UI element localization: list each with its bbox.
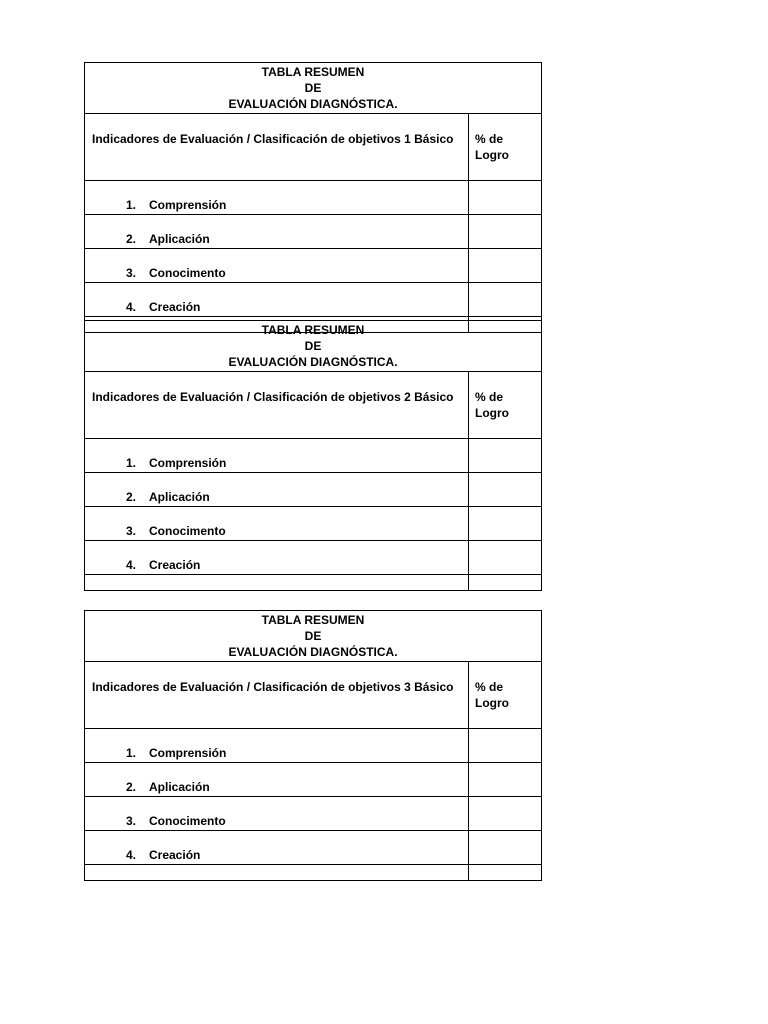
indicator-header: Indicadores de Evaluación / Clasificación de objetivos 3 Básico	[85, 662, 469, 729]
table-title	[85, 611, 542, 662]
table-title	[85, 63, 542, 114]
indicator-cell	[85, 797, 469, 831]
table-title	[85, 321, 542, 372]
title-line-2: DE	[304, 339, 322, 353]
item-number: 3.	[125, 524, 136, 538]
indicator-header: Indicadores de Evaluación / Clasificación de objetivos 1 Básico	[85, 114, 469, 181]
table-row	[85, 541, 542, 575]
logro-header-line-1: % de	[475, 390, 504, 404]
header-row	[85, 662, 542, 729]
table-row	[85, 507, 542, 541]
header-row	[85, 114, 542, 181]
indicator-cell	[85, 439, 469, 473]
title-line-2: DE	[304, 81, 322, 95]
item-label: Comprensión	[149, 746, 227, 760]
blank-cell[interactable]	[85, 865, 469, 881]
table-row	[85, 729, 542, 763]
logro-cell[interactable]	[469, 181, 542, 215]
indicator-header: Indicadores de Evaluación / Clasificación de objetivos 2 Básico	[85, 372, 469, 439]
logro-header-line-2: Logro	[475, 148, 509, 162]
item-label: Aplicación	[149, 490, 210, 504]
title-row	[85, 611, 542, 662]
item-number: 2.	[125, 232, 136, 246]
table-row	[85, 215, 542, 249]
title-line-1: TABLA RESUMEN	[261, 323, 365, 337]
logro-cell[interactable]	[469, 283, 542, 317]
table-row	[85, 249, 542, 283]
logro-header-line-1: % de	[475, 132, 504, 146]
item-number: 3.	[125, 266, 136, 280]
item-label: Aplicación	[149, 232, 210, 246]
title-line-1: TABLA RESUMEN	[261, 613, 365, 627]
logro-cell[interactable]	[469, 763, 542, 797]
indicator-cell	[85, 473, 469, 507]
item-label: Creación	[149, 300, 201, 314]
logro-cell[interactable]	[469, 729, 542, 763]
indicator-cell	[85, 831, 469, 865]
summary-table-1	[84, 62, 542, 333]
logro-header	[469, 114, 542, 181]
item-number: 2.	[125, 490, 136, 504]
summary-table-3	[84, 610, 542, 881]
indicator-cell	[85, 507, 469, 541]
logro-header	[469, 662, 542, 729]
indicator-cell	[85, 249, 469, 283]
logro-cell[interactable]	[469, 473, 542, 507]
item-number: 4.	[125, 848, 136, 862]
item-label: Conocimento	[149, 814, 226, 828]
item-number: 2.	[125, 780, 136, 794]
blank-cell[interactable]	[469, 575, 542, 591]
logro-cell[interactable]	[469, 831, 542, 865]
indicator-cell	[85, 729, 469, 763]
table-row	[85, 439, 542, 473]
item-number: 4.	[125, 300, 136, 314]
header-row	[85, 372, 542, 439]
item-number: 1.	[125, 456, 136, 470]
title-row	[85, 63, 542, 114]
item-number: 4.	[125, 558, 136, 572]
item-number: 3.	[125, 814, 136, 828]
logro-header-line-2: Logro	[475, 696, 509, 710]
table-row	[85, 473, 542, 507]
item-label: Creación	[149, 558, 201, 572]
logro-cell[interactable]	[469, 541, 542, 575]
logro-cell[interactable]	[469, 507, 542, 541]
title-line-3: EVALUACIÓN DIAGNÓSTICA.	[228, 97, 398, 111]
blank-row	[85, 575, 542, 591]
indicator-cell	[85, 181, 469, 215]
blank-cell[interactable]	[85, 575, 469, 591]
item-label: Conocimento	[149, 266, 226, 280]
logro-cell[interactable]	[469, 439, 542, 473]
item-number: 1.	[125, 198, 136, 212]
logro-header-line-2: Logro	[475, 406, 509, 420]
indicator-cell	[85, 763, 469, 797]
logro-cell[interactable]	[469, 797, 542, 831]
table-row	[85, 797, 542, 831]
table-row	[85, 181, 542, 215]
item-label: Creación	[149, 848, 201, 862]
title-line-3: EVALUACIÓN DIAGNÓSTICA.	[228, 355, 398, 369]
indicator-cell	[85, 283, 469, 317]
title-line-1: TABLA RESUMEN	[261, 65, 365, 79]
table-row	[85, 283, 542, 317]
title-line-2: DE	[304, 629, 322, 643]
blank-cell[interactable]	[469, 865, 542, 881]
item-label: Comprensión	[149, 198, 227, 212]
table-row	[85, 831, 542, 865]
logro-header-line-1: % de	[475, 680, 504, 694]
table-row	[85, 763, 542, 797]
title-row	[85, 321, 542, 372]
item-label: Aplicación	[149, 780, 210, 794]
blank-row	[85, 865, 542, 881]
logro-header	[469, 372, 542, 439]
logro-cell[interactable]	[469, 249, 542, 283]
item-label: Conocimento	[149, 524, 226, 538]
title-line-3: EVALUACIÓN DIAGNÓSTICA.	[228, 645, 398, 659]
indicator-cell	[85, 541, 469, 575]
summary-table-2	[84, 320, 542, 591]
item-label: Comprensión	[149, 456, 227, 470]
indicator-cell	[85, 215, 469, 249]
item-number: 1.	[125, 746, 136, 760]
logro-cell[interactable]	[469, 215, 542, 249]
